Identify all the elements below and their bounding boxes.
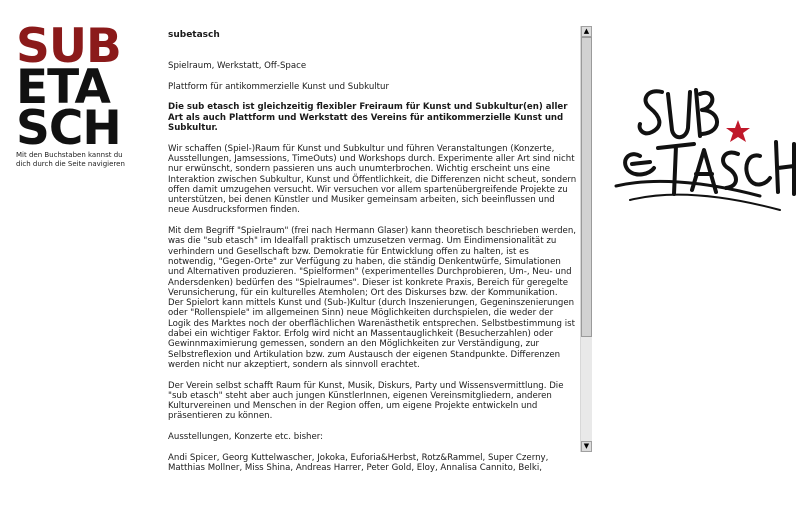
- tagline-2: Plattform für antikommerzielle Kunst und Subkultur: [168, 81, 390, 92]
- nav-letter-t[interactable]: T: [47, 60, 75, 115]
- paragraph-1: Wir schaffen (Spiel-)Raum für Kunst und Subkultur und führen Veranstaltungen (Konzerte, Ausstellungen, Jamsessions, TimeOuts) und Workshops durch. Experimente aller Art sind nicht nur erwünscht, sondern passieren uns auch unumterbrochen. Wichtig erscheint uns eine Interaktion zwischen Subkultur, Kunst und Öffentlichkeit, die Differenzen nicht scheut, sondern offen damit umzugehen versucht. Wir versuchen vor allem spartenübergreifende Projekte zu unterstützen, bei denen Künstler und Musiker gemeinsam arbeiten, sich beeinflussen und neue Ausdrucksformen finden.: [168, 143, 577, 216]
- graffiti-sub-etasch-logo-icon: [610, 70, 796, 226]
- page-title: subetasch: [168, 30, 220, 40]
- nav-letter-s[interactable]: S: [16, 19, 49, 74]
- nav-caption: Mit den Buchstaben kannst du dich durch die Seite navigieren: [16, 151, 125, 168]
- logo-row-sch: [16, 101, 146, 156]
- scroll-up-button[interactable]: ▲: [581, 26, 592, 37]
- nav-letter-b[interactable]: B: [86, 19, 121, 74]
- paragraph-3: Der Spielort kann mittels Kunst und (Sub-)Kultur (durch Inszenierungen, Gegeninszenierungen oder "Rollenspiele" im allgemeinen Sinn) neue Möglichkeiten durchspielen, die weder der Logik des Marktes noch der oberflächlichen Warenästhetik entsprechen. Selbstbestimmung ist dabei ein wichtiger Faktor. Erfolg wird nicht an Massentauglichkeit (Besucherzahlen) oder Gewinnmaximierung gemessen, sondern an den Möglichkeiten zur Verständigung, zur Selbstreflexion und Artikulation bzw. zum Austausch der eigenen Standpunkte. Differenzen werden nicht nur akzeptiert, sondern als sinnvoll erachtet.: [168, 298, 575, 370]
- letter-navigation: [16, 19, 146, 168]
- star-icon: [726, 120, 750, 142]
- content-scroll-area[interactable]: [168, 26, 578, 473]
- nav-letter-c[interactable]: C: [48, 101, 83, 156]
- paragraph-4: Der Verein selbst schafft Raum für Kunst, Musik, Diskurs, Party und Wissensvermittlung. Die "sub etasch" steht aber auch jungen KünstlerInnen, eigenen Vereinsmitgliedern, anderen Kulturvereinen und Menschen in der Region offen, um eigene Projekte entwickeln und präsentieren zu können.: [168, 380, 564, 422]
- paragraph-2: Mit dem Begriff "Spielraum" (frei nach Hermann Glaser) kann theoretisch beschrieben werden, was die "sub etasch" im Idealfall praktisch umzusetzen vermag. Um Eindimensionalität zu verhindern und Gesellschaft bzw. Demokratie für Entwicklung offen zu halten, ist es notwendig, "Gegen-Orte" zur Verfügung zu haben, die ständig Denkentwürfe, Simulationen und Alternativen produzieren. "Spielformen" (experimentelles Durchprobieren, Um-, Neu- und Andersdenken) bedürfen des "Spielraumes". Dieser ist konkrete Praxis, Bereich für geregelte Verunsicherung, für ein kulturelles Atemholen; Ort des Diskurses bzw. der Kommunikation.: [168, 226, 577, 298]
- nav-letter-u[interactable]: U: [48, 19, 87, 74]
- nav-letter-s2[interactable]: S: [16, 101, 49, 156]
- paragraph-5: Ausstellungen, Konzerte etc. bisher:: [168, 431, 324, 442]
- paragraph-6: Andi Spicer, Georg Kuttelwascher, Jokoka, Euforia&Herbst, Rotz&Rammel, Super Czerny, Matthias Mollner, Miss Shina, Andreas Harrer, Peter Gold, Eloy, Annalisa Cannito, Belki,: [168, 452, 549, 473]
- graffiti-logo-svg: [610, 70, 796, 226]
- content-frame: [168, 26, 592, 473]
- intro-bold-text: Die sub etasch ist gleichzeitig flexibler Freiraum für Kunst und Subkultur(en) aller Art als auch Plattform und Werkstatt des Vereins für antikommerzielle Kunst und Subkultur.: [168, 102, 568, 134]
- nav-letter-a[interactable]: A: [74, 60, 110, 115]
- nav-letter-e[interactable]: E: [16, 60, 48, 115]
- vertical-scrollbar[interactable]: [580, 26, 592, 452]
- scroll-down-button[interactable]: ▼: [581, 441, 592, 452]
- tagline-1: Spielraum, Werkstatt, Off-Space: [168, 61, 307, 72]
- scroll-thumb[interactable]: [581, 37, 592, 337]
- nav-letter-h[interactable]: H: [82, 101, 121, 156]
